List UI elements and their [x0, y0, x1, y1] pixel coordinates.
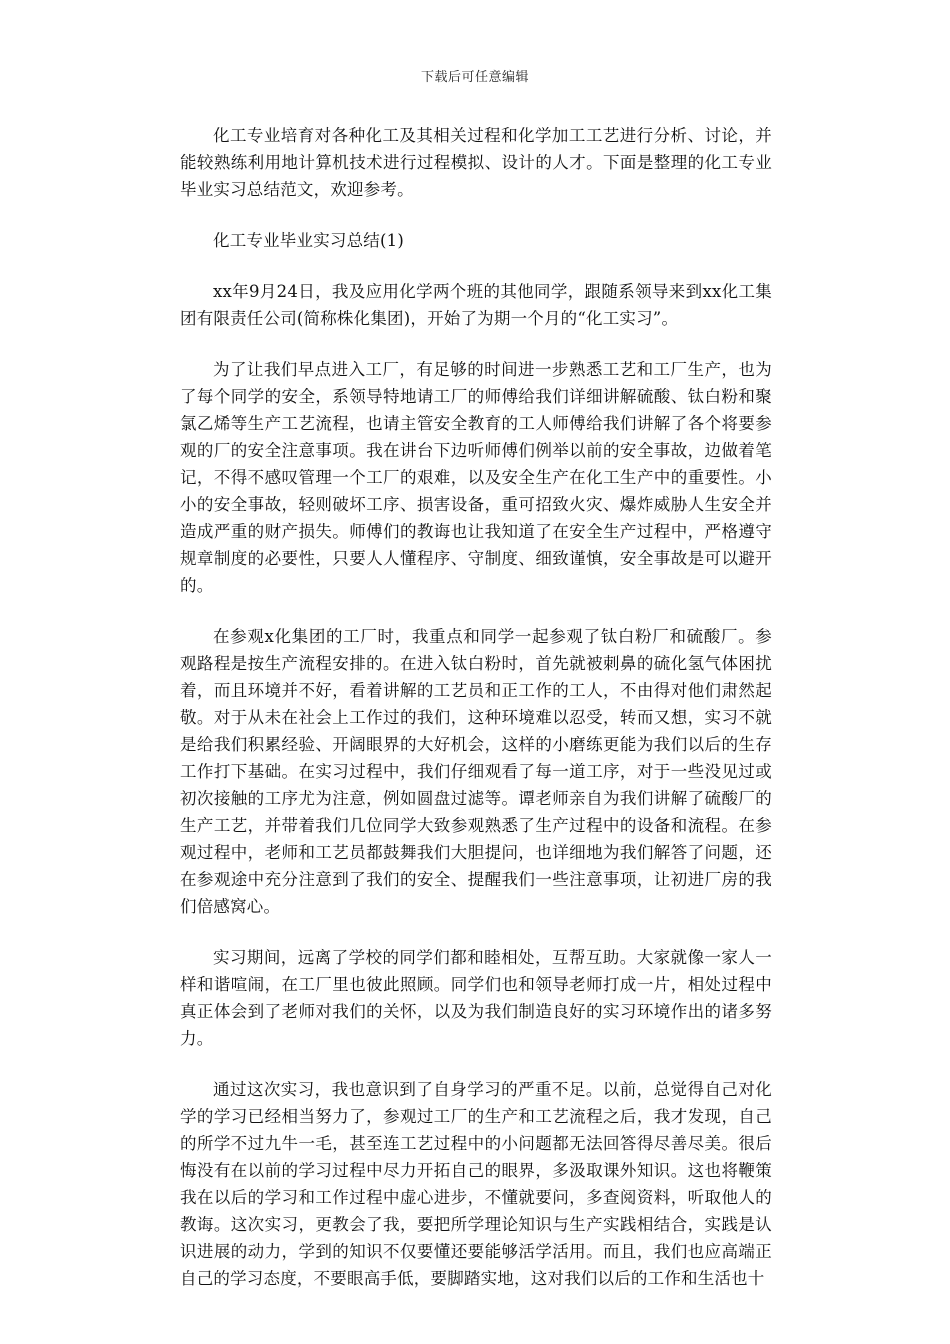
intro-paragraph: 化工专业培育对各种化工及其相关过程和化学加工工艺进行分析、讨论，并能较熟练利用地计算机技术进行过程模拟、设计的人才。下面是整理的化工专业毕业实习总结范文，欢迎参考。 [180, 126, 772, 199]
paragraph-5: 通过这次实习，我也意识到了自身学习的严重不足。以前，总觉得自己对化学的学习已经相当努力了，参观过工厂的生产和工艺流程之后，我才发现，自己的所学不过九牛一毛，甚至连工艺过程中的小问题都无法回答得尽善尽美。很后悔没有在以前的学习过程中尽力开拓自己的眼界，多汲取课外知识。这也将鞭策我在以后的学习和工作过程中虚心进步，不懂就要问，多查阅资料，听取他人的教诲。这次实习，更教会了我，要把所学理论知识与生产实践相结合，实践是认识进展的动力，学到的知识不仅要懂还要能够活学活用。而且，我们也应高端正自己的学习态度，不要眼高手低，要脚踏实地，这对我们以后的工作和生活也十 [180, 1080, 772, 1288]
section-title: 化工专业毕业实习总结(1) [213, 231, 404, 250]
paragraph-4: 实习期间，远离了学校的同学们都和睦相处，互帮互助。大家就像一家人一样和谐喧闹，在工厂里也彼此照顾。同学们也和领导老师打成一片，相处过程中真正体会到了老师对我们的关怀，以及为我们制造良好的实习环境作出的诸多努力。 [180, 948, 772, 1048]
paragraph-1: xx年9月24日，我及应用化学两个班的其他同学，跟随系领导来到xx化工集团有限责任公司(简称株化集团)，开始了为期一个月的“化工实习”。 [180, 282, 772, 328]
document-body [180, 122, 772, 1316]
paragraph-3: 在参观x化集团的工厂时，我重点和同学一起参观了钛白粉厂和硫酸厂。参观路程是按生产流程安排的。在进入钛白粉时，首先就被刺鼻的硫化氢气体困扰着，而且环境并不好，看着讲解的工艺员和正工作的工人，不由得对他们肃然起敬。对于从未在社会上工作过的我们，这种环境难以忍受，转而又想，实习不就是给我们积累经验、开阔眼界的大好机会，这样的小磨练更能为我们以后的生存工作打下基础。在实习过程中，我们仔细观看了每一道工序，对于一些没见过或初次接触的工序尤为注意，例如圆盘过滤等。谭老师亲自为我们讲解了硫酸厂的生产工艺，并带着我们几位同学大致参观熟悉了生产过程中的设备和流程。在参观过程中，老师和工艺员都鼓舞我们大胆提问，也详细地为我们解答了问题，还在参观途中充分注意到了我们的安全、提醒我们一些注意事项，让初进厂房的我们倍感窝心。 [180, 627, 772, 916]
paragraph-2: 为了让我们早点进入工厂，有足够的时间进一步熟悉工艺和工厂生产，也为了每个同学的安全，系领导特地请工厂的师傅给我们详细讲解硫酸、钛白粉和聚氯乙烯等生产工艺流程，也请主管安全教育的工人师傅给我们讲解了各个将要参观的厂的安全注意事项。我在讲台下边听师傅们例举以前的安全事故，边做着笔记，不得不感叹管理一个工厂的艰难，以及安全生产在化工生产中的重要性。小小的安全事故，轻则破坏工序、损害设备，重可招致火灾、爆炸威胁人生安全并造成严重的财产损失。师傅们的教诲也让我知道了在安全生产过程中，严格遵守规章制度的必要性，只要人人懂程序、守制度、细致谨慎，安全事故是可以避开的。 [180, 360, 772, 595]
header-note: 下载后可任意编辑 [420, 70, 529, 85]
